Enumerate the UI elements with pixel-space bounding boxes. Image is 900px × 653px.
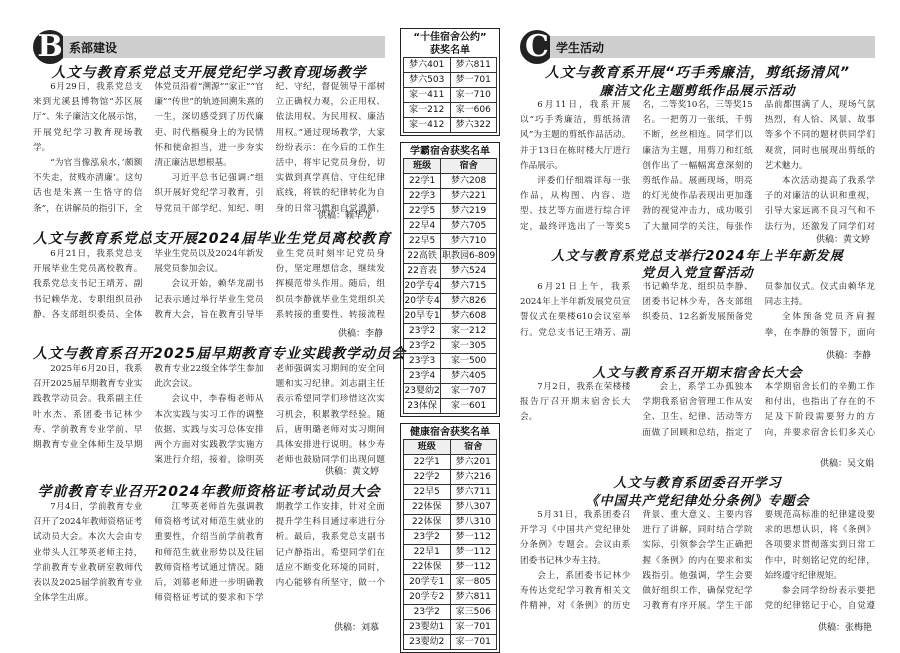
paragraph: 7月2日，我系在荣楼楼报告厅召开期末宿舍长大会。 (520, 382, 631, 423)
article-subtitle: 党员入党宣誓活动 (641, 266, 754, 281)
paragraph: 江琴英老师首先强调教师资格考试对师范生就业的重要性，介绍当前学前教育和师范生就业形势以及往届教师资格考试通过情况。随后，刘慕老师进一步明确教师资格证考试的要求和下学期教学工作安排，针对全面提升学生科目通过率进行分析。最后，我系党总支副书记卢静指出，希望同学们在适应不断变化环境的同时，内心能够有所坚守，做一个 (154, 502, 385, 604)
table-row (404, 530, 497, 545)
dorm-pledge-box (400, 28, 500, 136)
paragraph: 全体预备党员齐肩握拳，在李静的领誓下，面向 (764, 312, 875, 338)
table-cell: 22高铁 (404, 249, 441, 264)
article-title: 人文与教育系党总支举行2024年上半年新发展 (551, 249, 844, 264)
table-cell: 23学4 (404, 369, 441, 384)
article-title: 人文与教育系团委召开学习 (613, 476, 782, 491)
article-title: 学前教育专业召开2024年教师资格证考试动员大会 (37, 484, 381, 500)
article-subtitle: 廉洁文化主题剪纸作品展示活动 (599, 84, 796, 99)
table-row (404, 279, 497, 294)
table-cell: 梦一112 (450, 545, 497, 560)
byline: 供稿：刘慕 (334, 623, 380, 633)
table-cell: 梦六811 (450, 590, 497, 605)
table-cell: 23学2 (404, 530, 451, 545)
table-row (404, 635, 497, 650)
table-cell: 家一212 (404, 103, 451, 118)
table-cell: 家一606 (450, 103, 497, 118)
paragraph: 6月21日上午，我系2024年上半年新发展党员宣誓仪式在栗楼610会议室举行。党总支书记王靖芳、副书记赖华龙、组织员李静、团委书记林少寿，各支部组织委员、12名新发展预备党员参加仪式。仪式由赖华龙同志主持。 (520, 282, 875, 338)
table-row (404, 103, 497, 118)
healthy-dorm-table (403, 439, 497, 650)
table-cell: 梦六826 (441, 294, 497, 309)
article-body (520, 280, 875, 348)
article-subtitle: 《中国共产党纪律处分条例》专题会 (585, 494, 810, 509)
table-row (404, 384, 497, 399)
table-cell: 梦六221 (441, 189, 497, 204)
table-cell: 梦六322 (450, 118, 497, 133)
table-cell: 梦六705 (441, 219, 497, 234)
table-cell: 23学3 (404, 354, 441, 369)
table-cell: 职教园6-809 (441, 249, 497, 264)
table-cell: 20学专4 (404, 294, 441, 309)
table-cell: 梦六201 (450, 455, 497, 470)
table-cell: 22早1 (404, 545, 451, 560)
byline: 供稿：黄文婷 (325, 467, 380, 477)
section-label: 系部建设 (69, 41, 118, 55)
table-cell: 梦一112 (450, 530, 497, 545)
table-cell: 22音表 (404, 264, 441, 279)
byline: 供稿：黄文婷 (816, 235, 871, 245)
article-body (520, 508, 875, 620)
table-row (404, 118, 497, 133)
table-cell: 家一601 (441, 399, 497, 414)
table-cell: 23婴幼2 (404, 384, 441, 399)
table-row (404, 189, 497, 204)
table-row (404, 399, 497, 414)
left-section-header (33, 29, 385, 64)
paragraph: “为官当像泓泉水，’颇额不失走，贫贱亦清廉’。这句话也是朱熹一生恪守的信条”，在讲解员的指引下，全体党员沿着“溯源”“家正”“官廉”“传世”的轨迹回溯朱熹的一生，深切感受到了历代廉吏、时代楷模身上的为民情怀和使命担当，进一步夯实清正廉洁思想根基。 (33, 82, 264, 214)
table-cell: 梦六216 (450, 470, 497, 485)
table-cell: 23体保 (404, 399, 441, 414)
table-cell: 梦六608 (441, 309, 497, 324)
table-cell: 20学专2 (404, 590, 451, 605)
table-cell: 梦六219 (441, 204, 497, 219)
table-row (404, 58, 497, 73)
table-row (404, 500, 497, 515)
table-cell: 22学2 (404, 470, 451, 485)
table-row (404, 485, 497, 500)
table-cell: 梦六524 (441, 264, 497, 279)
table-cell: 梦六811 (450, 58, 497, 73)
table-cell: 梦六710 (441, 234, 497, 249)
table-cell: 家一411 (404, 88, 451, 103)
paragraph: 评委们仔细端详每一张作品，从构图、内容、造型、技艺等方面进行综合评定，最终评选出了一等奖5名，二等奖10名，三等奖15名。一把剪刀一张纸，千剪不断，丝丝相连。同学们以廉洁为主题，用剪刀和红纸创作出了一幅幅寓意深刻的剪纸作品。展画现场，明亮的灯光使作品表现出更加蓬勃的视觉冲击力，成功吸引了大量同学的关注，每张作品前都围满了人，现场气氛热烈，有人恰、风景、故事等多个不同的题材供同学们观赏，同时也展现出剪纸的艺术魅力。 (520, 100, 875, 232)
table-row (404, 309, 497, 324)
byline: 供稿：吴文娟 (820, 459, 875, 469)
article-body (33, 247, 385, 335)
table-row (404, 354, 497, 369)
table-cell: 家一701 (450, 635, 497, 650)
paragraph: 6月21日，我系党总支开展毕业生党员离校教育。我系党总支书记王靖芳、副书记赖华龙、专职组织员孙静、各支部组织委员、全体毕业生党员以及2024年新发展党员参加会议。 (33, 249, 264, 320)
table-cell: 20学专1 (404, 575, 451, 590)
col-header: 宿舍 (441, 159, 497, 174)
table-cell: 梦六208 (441, 174, 497, 189)
table-row (404, 605, 497, 620)
paragraph: 参会同学纷纷表示要把党的纪律铭记于心，自觉遵 (764, 586, 875, 612)
article-title: 人文与教育系召开2025届早期教育专业实践教学动员会 (33, 346, 406, 362)
table-cell: 梦六711 (450, 485, 497, 500)
article-body (520, 380, 875, 456)
paragraph: 会上，系学工办孤独本学期我系宿舍管理工作从安全、卫生、纪律、活动等方面做了回顾和总结，指定了本学期宿舍长们的辛勤工作和付出，也指出了存在的不足及下阶段需要努力的方向，并要求宿舍长们多关心 (642, 382, 875, 438)
paragraph: 7月4日，学前教育专业召开了2024年教师资格证考试动员大会。本次大会由专业带头人江琴英老师主持，学前教育专业教研室教师代表以及2025届学前教育专业全体学生出席。 (33, 502, 143, 604)
table-row (404, 515, 497, 530)
table-cell: 22早5 (404, 234, 441, 249)
table-cell: 22学5 (404, 204, 441, 219)
paragraph: 5月31日，我系团委召开学习《中国共产党纪律处分条例》专题会。会议由系团委书记林少寿主持。 (520, 510, 631, 566)
table-cell: 23学2 (404, 339, 441, 354)
table-cell: 23婴幼2 (404, 635, 451, 650)
pledge-table (403, 57, 497, 133)
article-body (520, 98, 875, 236)
table-cell: 20早专1 (404, 309, 441, 324)
table-cell: 22学1 (404, 174, 441, 189)
article-title: 人文与教育系开展“巧手秀廉洁，剪纸扬清风” (544, 65, 851, 81)
col-header: 班级 (404, 440, 451, 455)
table-cell: 23婴幼1 (404, 620, 451, 635)
section-letter-b: B (33, 30, 67, 64)
table-subtitle: 获奖名单 (430, 45, 470, 56)
table-cell: 家一710 (450, 88, 497, 103)
table-cell: 梦一701 (450, 73, 497, 88)
table-row (404, 369, 497, 384)
table-row (404, 264, 497, 279)
table-cell: 20学专4 (404, 279, 441, 294)
table-row (404, 455, 497, 470)
top-student-dorm-box (400, 142, 500, 417)
table-row (404, 575, 497, 590)
table-cell: 家一212 (441, 324, 497, 339)
table-title: 学霸宿舍获奖名单 (410, 146, 490, 157)
table-cell: 家一412 (404, 118, 451, 133)
table-cell: 23学2 (404, 605, 451, 620)
table-row (404, 234, 497, 249)
table-row (404, 339, 497, 354)
table-cell: 梦六715 (441, 279, 497, 294)
section-label: 学生活动 (556, 41, 605, 55)
paragraph: 本次活动提高了我系学子的对廉洁的认识和重视，引导大家远离不良习气和不法行为，还激发了同学们对 (764, 176, 875, 232)
paragraph: 会议中，李春梅老师从本次实践与实习工作的调整依据、实践与实习总体安排两个方面对实践教学实施方案进行介绍，接着，徐明英老师强调实习期间的安全问题和实习纪律。刘志副主任表示希望同学们珍惜这次实习机会，积累教学经验。随后，唐明璐老师对实习期间具体安排进行说明。林少寿老师也鼓励同学们出现问题 (154, 364, 385, 466)
table-cell: 家一701 (450, 620, 497, 635)
col-header: 宿舍 (450, 440, 497, 455)
table-row (404, 560, 497, 575)
table-cell: 梦六503 (404, 73, 451, 88)
table-cell: 家一305 (441, 339, 497, 354)
table-row (404, 590, 497, 605)
section-letter-c: C (520, 30, 554, 64)
table-row (404, 294, 497, 309)
table-row (404, 324, 497, 339)
table-cell: 梦八307 (450, 500, 497, 515)
col-header: 班级 (404, 159, 441, 174)
table-row (404, 73, 497, 88)
table-cell: 22早5 (404, 485, 451, 500)
table-cell: 23学2 (404, 324, 441, 339)
paragraph: 6月11日，我系开展以“巧手秀廉洁，剪纸扬清风”为主题的剪纸作品活动。并于13日在栋时楼大厅进行作品展示。 (520, 100, 631, 171)
table-row (404, 545, 497, 560)
paragraph: 2025年6月20日，我系召开2025届早期教育专业实践教学动员会。我系副主任叶水杰、系团委书记林少寿、学前教育专业学前、早期教育专业全体师生及早期教育专业22级全体学生参加此次会议。 (33, 364, 264, 451)
byline: 供稿：李静 (826, 351, 872, 361)
table-title: “十佳宿舍公约” (413, 32, 487, 43)
table-cell: 22学1 (404, 455, 451, 470)
table-row (404, 470, 497, 485)
table-cell: 梦六401 (404, 58, 451, 73)
table-row (404, 620, 497, 635)
paragraph: 会议开始，赖华龙副书记表示通过举行毕业生党员教育大会，旨在教育引导毕业生党员时刻牢记党员身份，坚定理想信念，继续发挥模范带头作用。随后，组织员李静就毕业生党组织关系转接的重要性、转接流程 (154, 249, 385, 320)
table-row (404, 204, 497, 219)
top-student-dorm-table (403, 158, 497, 414)
table-row (404, 249, 497, 264)
award-tables (400, 28, 500, 653)
paragraph: 习近平总书记强调:“组织开展好党纪学习教育，引导党员干部学纪、知纪、明纪、守纪，督促领导干部树立正确权力观，公正用权、依法用权、为民用权、廉洁用权。”通过现场教学，大家纷纷表示：在今后的工作生活中，将牢记党员身份，切实做到真学真信、守住纪律底线，将铁的纪律转化为自身的日常习惯和自觉遵循， (154, 82, 385, 214)
byline: 供稿：赖华龙 (318, 211, 373, 221)
table-title: 健康宿舍获奖名单 (410, 427, 490, 438)
byline: 供稿：李静 (338, 329, 384, 339)
table-cell: 家三506 (450, 605, 497, 620)
healthy-dorm-box (400, 423, 500, 653)
table-cell: 梦一112 (450, 560, 497, 575)
article-body (33, 500, 385, 620)
article-title: 人文与教育系召开期末宿舍长大会 (592, 366, 803, 381)
table-row (404, 219, 497, 234)
right-section-header (520, 29, 875, 64)
table-row (404, 88, 497, 103)
table-cell: 家一805 (450, 575, 497, 590)
table-cell: 梦六405 (441, 369, 497, 384)
article-title: 人文与教育系党总支开展2024届毕业生党员离校教育 (33, 231, 391, 247)
article-title: 人文与教育系党总支开展党纪学习教育现场教学 (51, 65, 367, 81)
article-body (33, 362, 385, 477)
table-cell: 22早4 (404, 219, 441, 234)
table-cell: 家一707 (441, 384, 497, 399)
table-cell: 22学3 (404, 189, 441, 204)
table-cell: 22体保 (404, 500, 451, 515)
table-cell: 22体保 (404, 560, 451, 575)
table-cell: 22体保 (404, 515, 451, 530)
table-cell: 家一500 (441, 354, 497, 369)
table-cell: 梦八310 (450, 515, 497, 530)
paragraph: 6月29日，我系党总支来到尤溪县博物馆“苏区展厅”、朱子廉洁文化展示馆，开展党纪学习教育现场教学。 (33, 82, 143, 153)
paragraph: 会上，系团委书记林少寿传达党纪学习教育相关文件精神，对《条例》的历史背景、重大意义、主要内容进行了讲解，同时结合学院实际，引领参会学生正确把握《条例》的内在要求和实践指引。他强调，学生会要做好组织工作，确保党纪学习教育有序开展。学生干部要规范高标准的纪律建设要求的思想认识，将《条例》各项要求贯彻落实到日常工作中，时刻铭记党的纪律，始终遵守纪律规矩。 (520, 510, 875, 612)
table-row (404, 174, 497, 189)
byline: 供稿：张梅艳 (818, 623, 873, 633)
